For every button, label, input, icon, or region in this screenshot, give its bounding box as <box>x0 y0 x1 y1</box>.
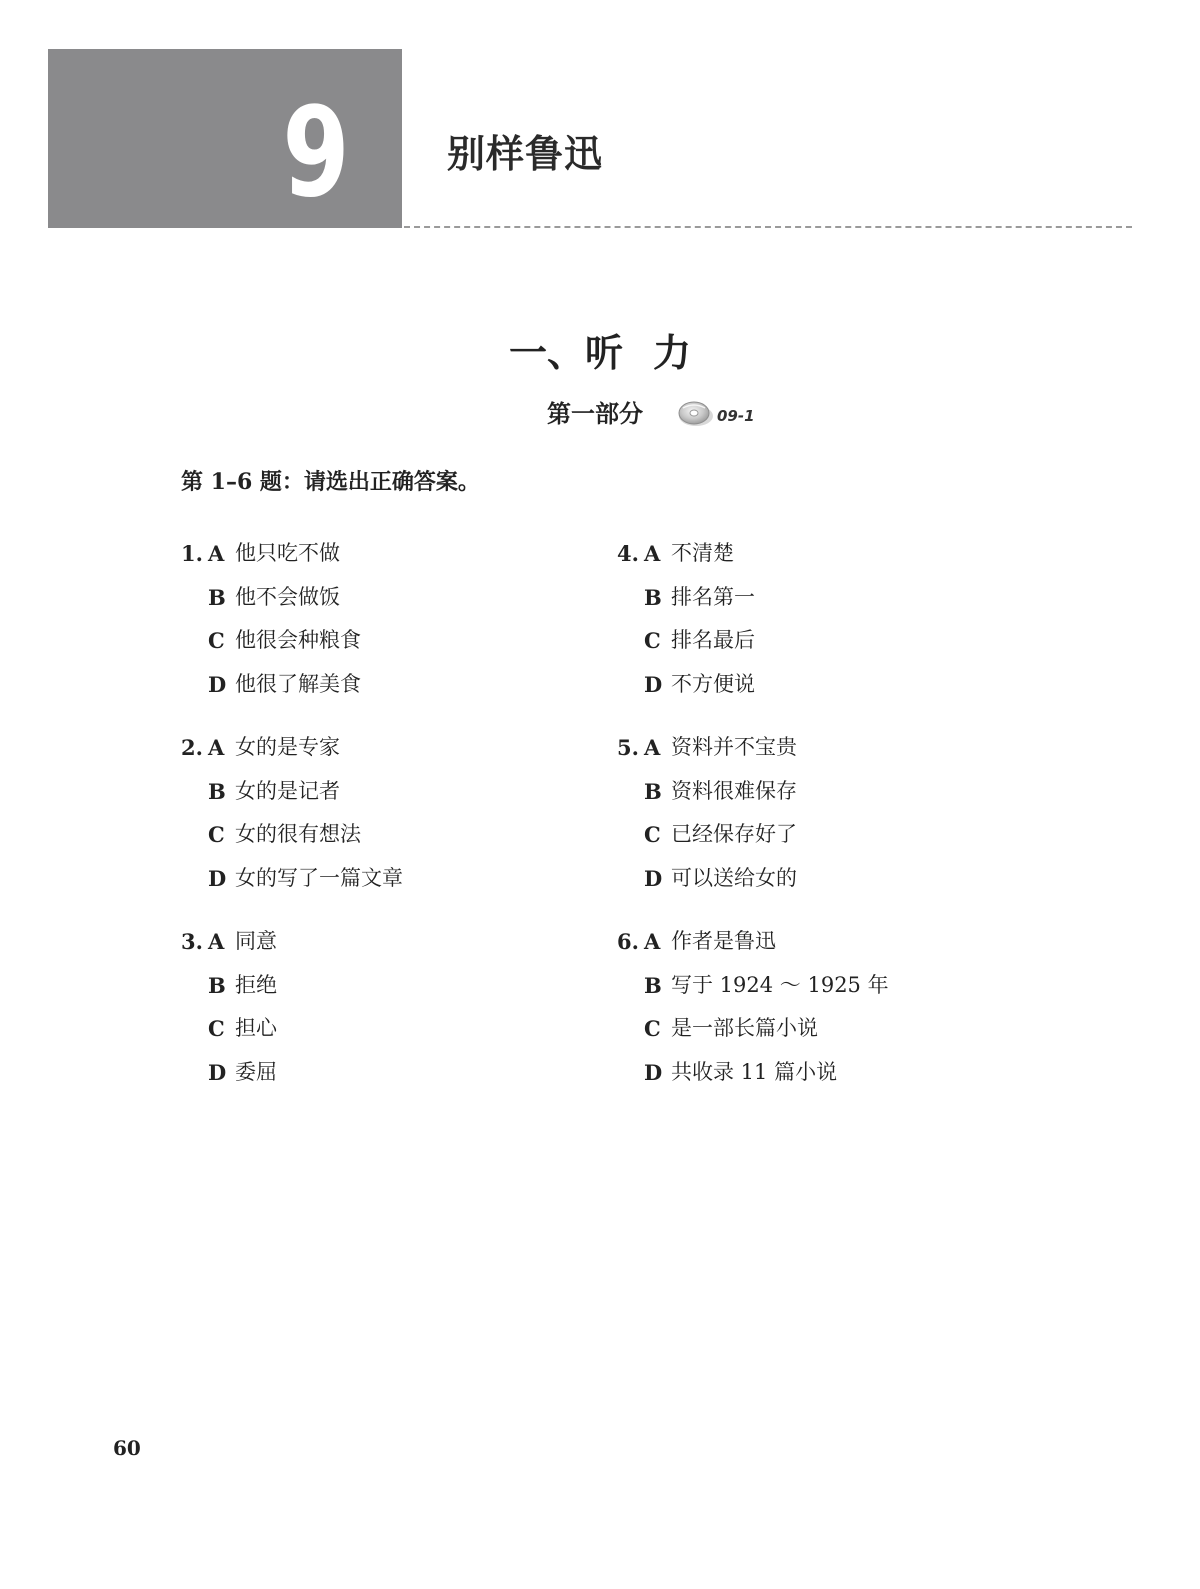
question-4 <box>617 532 755 706</box>
option-row <box>181 726 403 770</box>
option-row <box>181 813 403 857</box>
question-number: 3. <box>181 929 203 954</box>
option-letter: C <box>644 822 661 847</box>
option-letter: B <box>208 584 226 610</box>
option-letter: A <box>208 929 225 954</box>
option-letter: C <box>644 1016 661 1041</box>
option-row <box>617 920 889 964</box>
option-row <box>617 857 797 901</box>
option-text: 不清楚 <box>671 541 734 565</box>
option-row <box>181 964 277 1008</box>
option-text: 不方便说 <box>671 671 755 696</box>
option-letter: A <box>208 735 225 760</box>
option-letter: D <box>644 865 663 891</box>
option-letter: D <box>644 671 663 697</box>
option-letter: A <box>644 929 661 954</box>
option-text: 同意 <box>235 929 277 953</box>
question-1 <box>181 532 361 706</box>
option-text: 女的是记者 <box>235 778 340 803</box>
option-letter: C <box>208 1016 225 1041</box>
option-text: 排名第一 <box>671 584 755 609</box>
question-number: 5. <box>617 735 639 760</box>
option-row <box>617 726 797 770</box>
option-text: 他很会种粮食 <box>235 628 361 652</box>
part-title: 第一部分 <box>547 399 643 428</box>
option-letter: C <box>208 822 225 847</box>
option-row <box>617 532 755 576</box>
question-number: 1. <box>181 541 203 566</box>
instruction-text: 第 1–6 题：请选出正确答案。 <box>181 469 480 495</box>
chapter-title: 别样鲁迅 <box>447 132 604 176</box>
option-text: 可以送给女的 <box>671 865 797 890</box>
option-text: 他很了解美食 <box>235 671 361 696</box>
option-text: 他不会做饭 <box>235 584 340 609</box>
option-letter: B <box>208 778 226 804</box>
option-row <box>181 770 403 814</box>
header-divider <box>404 226 1132 228</box>
option-text: 资料并不宝贵 <box>671 735 797 759</box>
option-row <box>181 532 361 576</box>
option-row <box>617 964 889 1008</box>
option-letter: A <box>208 541 225 566</box>
option-letter: B <box>644 584 662 610</box>
option-letter: A <box>644 541 661 566</box>
option-text: 已经保存好了 <box>671 822 797 846</box>
option-text: 共收录 11 篇小说 <box>671 1059 838 1084</box>
option-letter: D <box>208 865 227 891</box>
option-text: 他只吃不做 <box>235 541 340 565</box>
option-row <box>617 576 755 620</box>
section-title-main: 一、听 <box>508 330 623 375</box>
option-text: 是一部长篇小说 <box>671 1016 818 1040</box>
option-letter: D <box>208 671 227 697</box>
part-heading <box>547 396 755 432</box>
option-text: 排名最后 <box>671 628 755 652</box>
option-letter: B <box>644 778 662 804</box>
option-text: 资料很难保存 <box>671 778 797 803</box>
page-number: 60 <box>113 1436 141 1460</box>
option-letter: B <box>208 972 226 998</box>
option-letter: D <box>208 1059 227 1085</box>
option-letter: C <box>644 628 661 653</box>
option-row <box>617 663 755 707</box>
question-number: 6. <box>617 929 639 954</box>
section-title-tail: 力 <box>653 330 692 375</box>
option-text: 担心 <box>235 1016 277 1040</box>
option-letter: D <box>644 1059 663 1085</box>
option-row <box>181 576 361 620</box>
question-5 <box>617 726 797 900</box>
option-row <box>181 1051 277 1095</box>
chapter-number: 9 <box>282 81 350 225</box>
option-row <box>617 770 797 814</box>
option-row <box>181 619 361 663</box>
section-title <box>0 328 1200 378</box>
option-row <box>181 857 403 901</box>
question-number: 4. <box>617 541 639 566</box>
option-text: 写于 1924 ～ 1925 年 <box>671 972 889 997</box>
option-row <box>617 619 755 663</box>
option-row <box>617 813 797 857</box>
option-text: 拒绝 <box>235 972 277 997</box>
cd-icon[interactable] <box>677 400 715 428</box>
option-text: 女的是专家 <box>235 735 340 759</box>
question-2 <box>181 726 403 900</box>
option-text: 作者是鲁迅 <box>671 929 776 953</box>
option-row <box>181 920 277 964</box>
option-letter: B <box>644 972 662 998</box>
question-number: 2. <box>181 735 203 760</box>
option-row <box>617 1007 889 1051</box>
option-text: 委屈 <box>235 1059 277 1084</box>
option-text: 女的很有想法 <box>235 822 361 846</box>
question-3 <box>181 920 277 1094</box>
option-row <box>181 663 361 707</box>
option-row <box>181 1007 277 1051</box>
option-row <box>617 1051 889 1095</box>
option-letter: C <box>208 628 225 653</box>
option-text: 女的写了一篇文章 <box>235 865 403 890</box>
option-letter: A <box>644 735 661 760</box>
question-6 <box>617 920 889 1094</box>
track-code: 09-1 <box>717 407 755 425</box>
